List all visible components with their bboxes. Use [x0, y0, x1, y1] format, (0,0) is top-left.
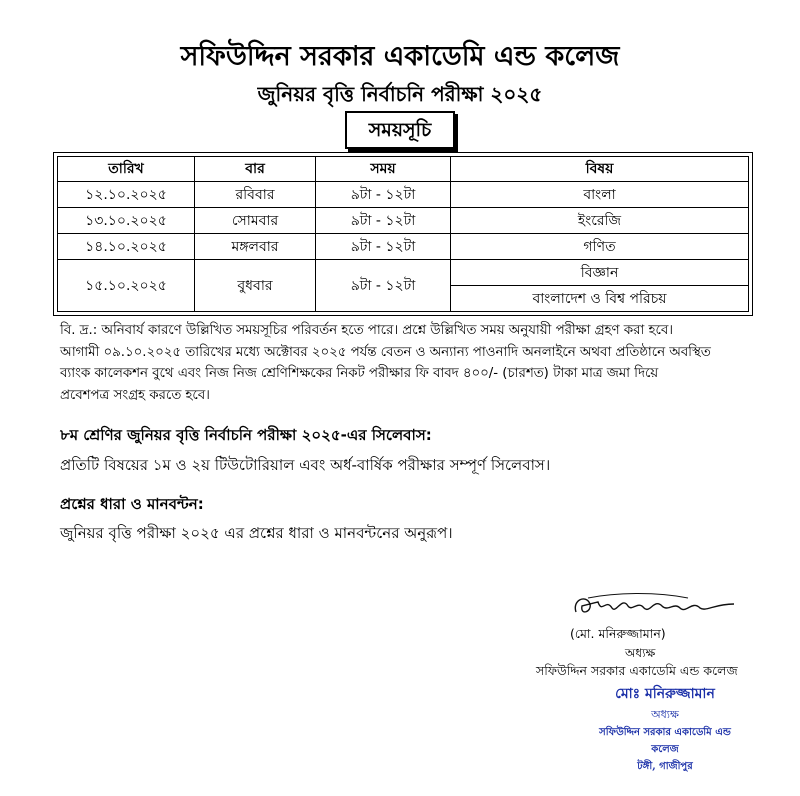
cell-time: ৯টা - ১২টা: [316, 260, 451, 312]
note-paragraph: [60, 320, 750, 406]
question-pattern-text: জুনিয়র বৃত্তি পরীক্ষা ২০২৫ এর প্রশ্নের ধারা ও মানবন্টনের অনুরূপ।: [60, 524, 453, 542]
cell-day: রবিবার: [195, 182, 316, 208]
header-day: বার: [195, 157, 316, 182]
cell-date: ১৫.১০.২০২৫: [58, 260, 195, 312]
cell-time: ৯টা - ১২টা: [316, 182, 451, 208]
header-date: তারিখ: [58, 157, 195, 182]
syllabus-text: প্রতিটি বিষয়ের ১ম ও ২য় টিউটোরিয়াল এবং অর্ধ-বার্ষিক পরীক্ষার সম্পূর্ণ সিলেবাস।: [60, 456, 551, 474]
schedule-table-frame: [53, 152, 753, 316]
question-pattern-heading: প্রশ্নের ধারা ও মানবন্টন:: [60, 495, 204, 513]
signatory-role: অধ্যক্ষ: [625, 646, 656, 660]
table-row: [58, 234, 749, 260]
schedule-label-box: সময়সূচি: [345, 111, 455, 149]
stamp-institution: সফিউদ্দিন সরকার একাডেমি এন্ড কলেজ: [599, 727, 731, 755]
stamp-name: মোঃ মনিরুজ্জামান: [615, 686, 715, 702]
cell-date: ১২.১০.২০২৫: [58, 182, 195, 208]
stamp-place: টঙ্গী, গাজীপুর: [637, 761, 693, 772]
cell-time: ৯টা - ১২টা: [316, 208, 451, 234]
cell-day: বুধবার: [195, 260, 316, 312]
cell-day: সোমবার: [195, 208, 316, 234]
cell-date: ১৪.১০.২০২৫: [58, 234, 195, 260]
note-line: বি. দ্র.: অনিবার্য কারণে উল্লিখিত সময়সূচির পরিবর্তন হতে পারে। প্রশ্নে উল্লিখিত সময় অনুযায়ী পরীক্ষা গ্রহণ করা হবে।: [60, 323, 673, 338]
table-row: [58, 260, 749, 286]
note-line: আগামী ০৯.১০.২০২৫ তারিখের মধ্যে অক্টোবর ২০২৫ পর্যন্ত বেতন ও অন্যান্য পাওনাদি অনলাইনে অথবা প্রতিষ্ঠানে অবস্থিত: [60, 344, 711, 360]
cell-subject: গণিত: [451, 234, 749, 260]
institution-title: সফিউদ্দিন সরকার একাডেমি এন্ড কলেজ: [180, 41, 620, 72]
cell-day: মঙ্গলবার: [195, 234, 316, 260]
signature-scribble: [568, 590, 738, 622]
schedule-table: [57, 156, 749, 312]
header-time: সময়: [316, 157, 451, 182]
table-row: [58, 182, 749, 208]
official-stamp: [585, 682, 745, 776]
cell-subject: বাংলা: [451, 182, 749, 208]
stamp-role: অধ্যক্ষ: [651, 708, 679, 721]
exam-subtitle: জুনিয়র বৃত্তি নির্বাচনি পরীক্ষা ২০২৫: [257, 82, 543, 106]
cell-subject: ইংরেজি: [451, 208, 749, 234]
cell-subject: বিজ্ঞান: [451, 260, 749, 286]
table-row: [58, 208, 749, 234]
cell-time: ৯টা - ১২টা: [316, 234, 451, 260]
syllabus-heading: ৮ম শ্রেণির জুনিয়র বৃত্তি নির্বাচনি পরীক্ষা ২০২৫-এর সিলেবাস:: [60, 426, 432, 444]
cell-subject-second: বাংলাদেশ ও বিশ্ব পরিচয়: [451, 286, 749, 312]
cell-date: ১৩.১০.২০২৫: [58, 208, 195, 234]
table-header-row: [58, 157, 749, 182]
signatory-name: (মো. মনিরুজ্জামান): [570, 626, 666, 641]
header-subject: বিষয়: [451, 157, 749, 182]
note-line: ব্যাংক কালেকশন বুথে এবং নিজ নিজ শ্রেণিশিক্ষকের নিকট পরীক্ষার ফি বাবদ ৪০০/- (চারশত) টাকা মাত্র জমা দিয়ে: [60, 366, 659, 381]
note-line: প্রবেশপত্র সংগ্রহ করতে হবে।: [60, 387, 210, 403]
signatory-institution: সফিউদ্দিন সরকার একাডেমি এন্ড কলেজ: [536, 663, 738, 678]
